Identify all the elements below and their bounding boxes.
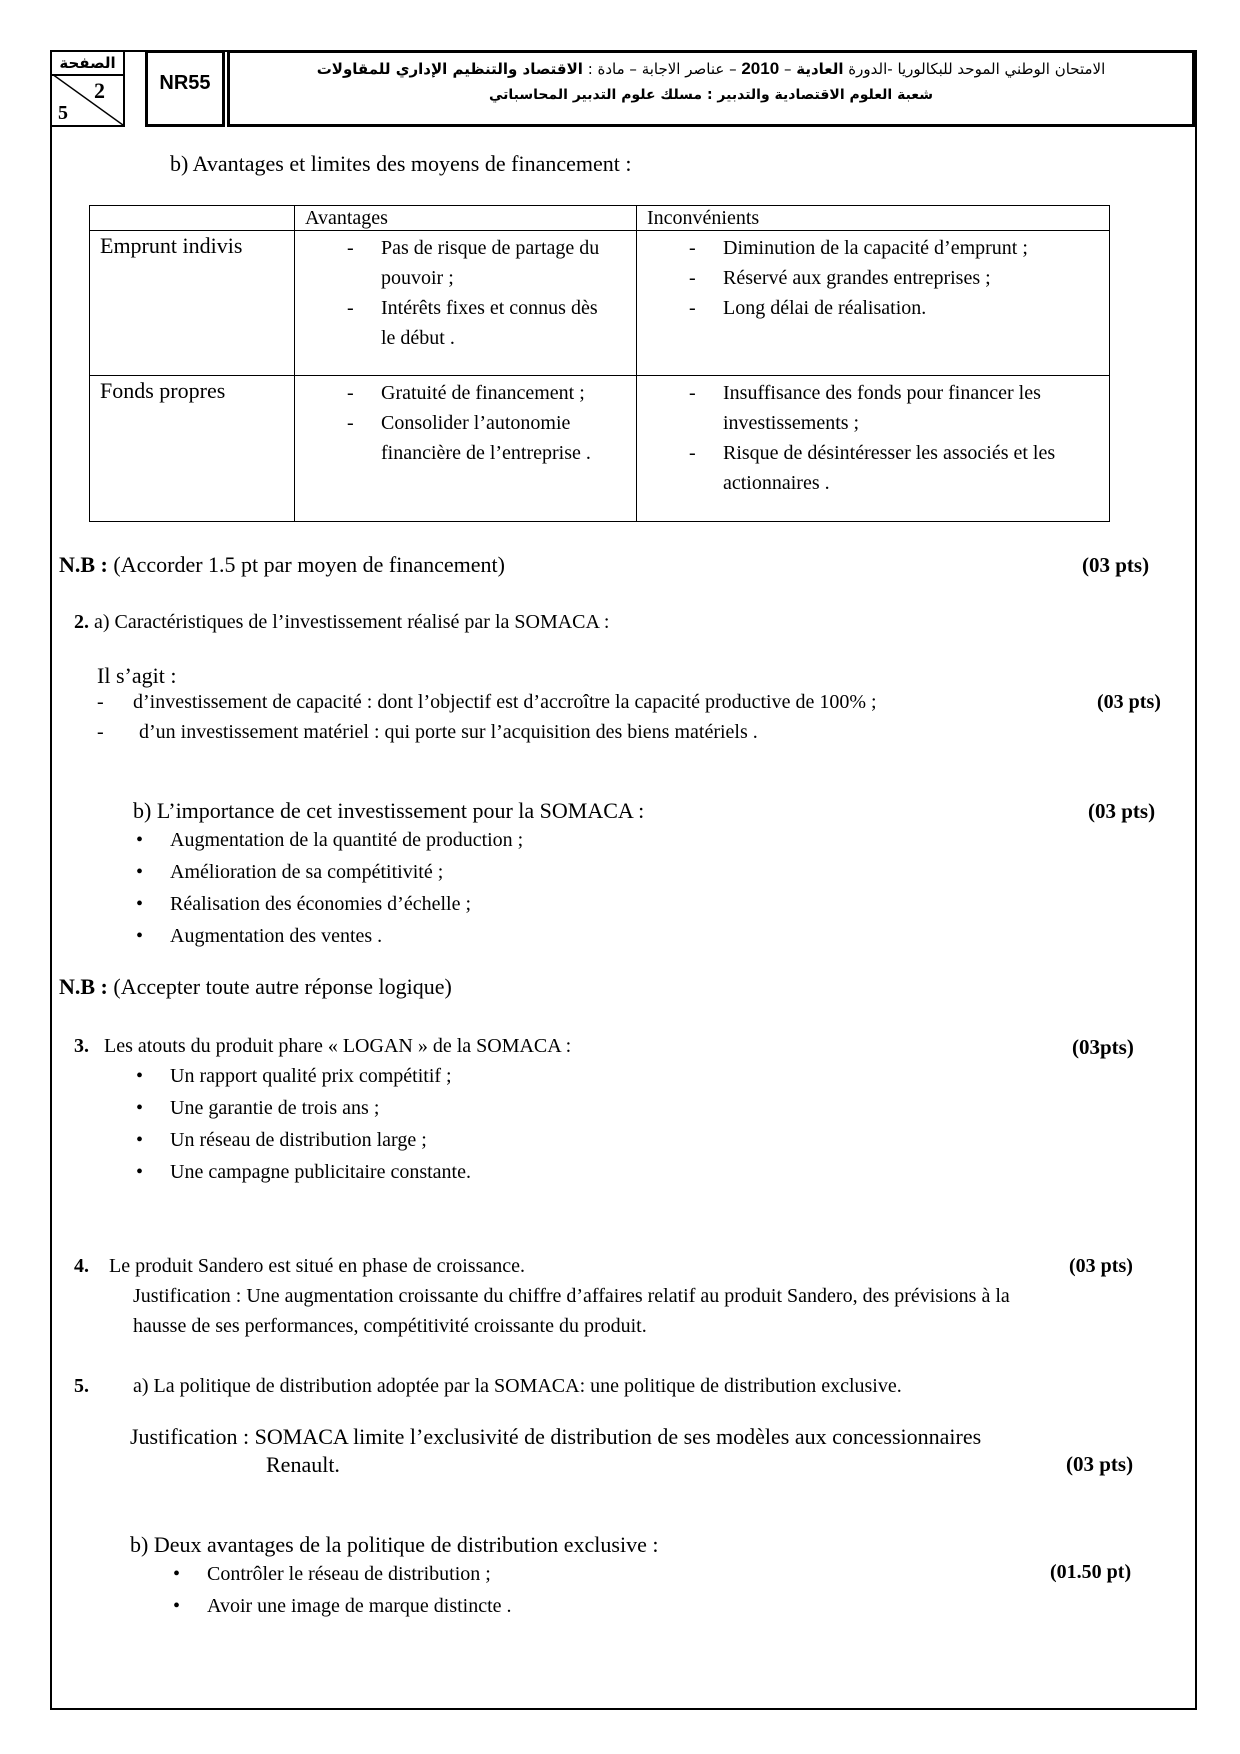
financing-table — [89, 205, 1110, 522]
q4-justification-2: hausse de ses performances, compétitivité croissante du produit. — [133, 1315, 647, 1337]
points-2b: (03 pts) — [1088, 799, 1156, 823]
list-item: - Pas de risque de partage du pouvoir ; — [305, 233, 616, 293]
points-4: (03 pts) — [1069, 1255, 1133, 1277]
nb-label: N.B : — [59, 552, 108, 577]
list-item: • Une garantie de trois ans ; — [170, 1092, 471, 1124]
table-header-inconvenients: Inconvénients — [637, 206, 1110, 231]
list-item: • Un réseau de distribution large ; — [170, 1124, 471, 1156]
list-item: - Risque de désintéresser les associés et les actionnaires . — [647, 438, 1099, 498]
table-header-empty — [90, 206, 295, 231]
q2-intro: Il s’agit : — [97, 663, 177, 688]
title-line2: شعبة العلوم الاقتصادية والتدبير : مسلك علوم التدبير المحاسباتي — [489, 87, 933, 103]
points-2a: (03 pts) — [1097, 691, 1161, 713]
nb-note-2 — [59, 974, 452, 1000]
list-item: - Insuffisance des fonds pour financer les investissements ; — [647, 378, 1099, 438]
q5-b-list — [207, 1558, 512, 1622]
q5-justification-1: Justification : SOMACA limite l’exclusivité de distribution de ses modèles aux concessionnaires — [130, 1424, 982, 1449]
nb-text: (Accorder 1.5 pt par moyen de financement) — [107, 552, 505, 577]
q5-number: 5. — [74, 1375, 89, 1397]
q5-b-title: b) Deux avantages de la politique de distribution exclusive : — [130, 1532, 659, 1557]
list-item: • Une campagne publicitaire constante. — [170, 1156, 471, 1188]
nb-note-1 — [59, 552, 505, 578]
q2-number: 2. — [74, 611, 89, 633]
section-1b-title: b) Avantages et limites des moyens de financement : — [170, 151, 632, 176]
page-total: 5 — [58, 102, 68, 124]
q5-a-title: a) La politique de distribution adoptée par la SOMACA: une politique de distribution exclusive. — [133, 1375, 902, 1397]
title-year: 2010 — [741, 59, 780, 78]
q2-b-title: b) L’importance de cet investissement pour la SOMACA : — [133, 798, 645, 823]
points-5a: (03 pts) — [1066, 1452, 1134, 1476]
list-item: - Diminution de la capacité d’emprunt ; — [647, 233, 1099, 263]
page-current: 2 — [94, 78, 105, 103]
list-item: - Long délai de réalisation. — [647, 293, 1099, 323]
q5-justification-2: Renault. — [266, 1452, 340, 1477]
q4-number: 4. — [74, 1255, 89, 1277]
page-label: الصفحة — [52, 52, 123, 76]
page-number-box — [50, 50, 125, 127]
points-1b: (03 pts) — [1082, 553, 1150, 577]
table-row — [90, 376, 1110, 522]
list-item: - Intérêts fixes et connus dès le début . — [305, 293, 616, 353]
q2-b-list — [170, 824, 523, 952]
list-item: - Consolider l’autonomie financière de l’entreprise . — [305, 408, 616, 468]
row-label: Emprunt indivis — [90, 231, 295, 376]
title-mid: – عناصر الاجابة – مادة : — [582, 60, 742, 78]
q2-a-title — [74, 611, 609, 634]
list-item: • Contrôler le réseau de distribution ; — [207, 1558, 512, 1590]
list-item: • Amélioration de sa compétitivité ; — [170, 856, 523, 888]
q3-title — [74, 1035, 571, 1058]
q2-item-2: d’un investissement matériel : qui porte sur l’acquisition des biens matériels . — [139, 721, 758, 743]
q3-number: 3. — [74, 1035, 89, 1057]
q2-a-text: a) Caractéristiques de l’investissement réalisé par la SOMACA : — [94, 611, 610, 633]
points-5b: (01.50 pt) — [1050, 1561, 1132, 1583]
list-item: - Gratuité de financement ; — [305, 378, 616, 408]
table-row — [90, 231, 1110, 376]
q2-item-1: d’investissement de capacité : dont l’objectif est d’accroître la capacité productive de 100% ; — [133, 691, 877, 713]
title-prefix: الامتحان الوطني الموحد للبكالوريا -الدورة — [843, 60, 1106, 78]
dash-icon: - — [97, 691, 104, 713]
list-item: • Un rapport qualité prix compétitif ; — [170, 1060, 471, 1092]
title-subject: الاقتصاد والتنظيم الإداري للمقاولات — [316, 60, 583, 78]
q3-list — [170, 1060, 471, 1188]
q4-justification-1: Justification : Une augmentation croissante du chiffre d’affaires relatif au produit Sandero, des prévisions à la — [133, 1285, 1010, 1307]
list-item: • Augmentation de la quantité de production ; — [170, 824, 523, 856]
list-item: • Réalisation des économies d’échelle ; — [170, 888, 523, 920]
table-header-avantages: Avantages — [295, 206, 637, 231]
title-session: العادية — [796, 60, 844, 78]
points-3: (03pts) — [1072, 1035, 1134, 1059]
nb-label: N.B : — [59, 974, 108, 999]
q4-title — [74, 1255, 525, 1278]
dash-icon: - — [97, 721, 104, 743]
row-label: Fonds propres — [90, 376, 295, 522]
q4-text: Le produit Sandero est situé en phase de croissance. — [109, 1255, 525, 1277]
q3-text: Les atouts du produit phare « LOGAN » de la SOMACA : — [104, 1035, 572, 1057]
exam-header — [50, 50, 1195, 127]
exam-title: الامتحان الوطني الموحد للبكالوريا -الدورة العادية – 2010 – عناصر الاجابة – مادة : الاقتصاد والتنظيم الإداري للمقاولات شعبة العلوم الاقتصادية والتدبير : مسلك علوم التدبير المحاسباتي — [227, 50, 1195, 127]
list-item: • Avoir une image de marque distincte . — [207, 1590, 512, 1622]
list-item: - Réservé aux grandes entreprises ; — [647, 263, 1099, 293]
list-item: • Augmentation des ventes . — [170, 920, 523, 952]
exam-code: NR55 — [145, 50, 225, 127]
nb-text: (Accepter toute autre réponse logique) — [107, 974, 452, 999]
